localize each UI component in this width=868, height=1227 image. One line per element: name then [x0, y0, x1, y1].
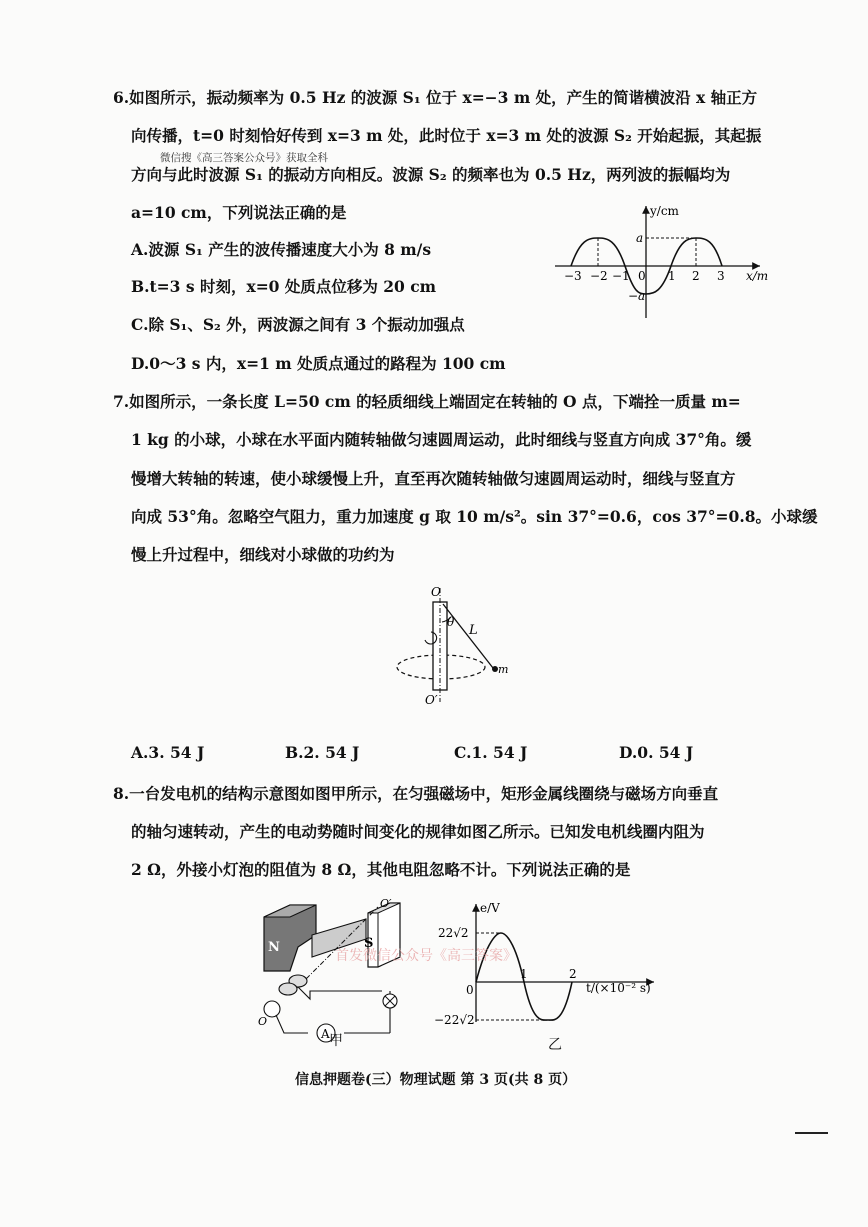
q8-watermark: 首发微信公众号《高三答案》: [335, 948, 517, 964]
label-o: O: [258, 1015, 268, 1028]
q7-option-a: A.3. 54 J: [131, 743, 205, 762]
x-axis-label: x/m: [746, 269, 769, 283]
tick-label: −3: [564, 269, 582, 283]
margin-line: [795, 1132, 828, 1134]
label-o: O: [431, 585, 441, 599]
t-tick-1: 1: [520, 967, 528, 981]
q7-line-2: 1 kg 的小球，小球在水平面内随转轴做匀速圆周运动，此时细线与竖直方向成 37°角。缓: [131, 430, 752, 449]
q6-line-4: a=10 cm，下列说法正确的是: [131, 203, 347, 222]
generator-figure: [250, 895, 440, 1055]
q6-option-c: C.除 S₁、S₂ 外，两波源之间有 3 个振动加强点: [131, 315, 465, 334]
amp-pos-label: a: [636, 231, 644, 245]
t-tick-2: 2: [569, 967, 577, 981]
q6-option-a: A.波源 S₁ 产生的波传播速度大小为 8 m/s: [131, 240, 432, 259]
label-theta: θ: [447, 615, 455, 629]
emf-min-label: −22√2: [434, 1013, 475, 1027]
q8-line-2: 的轴匀速转动，产生的电动势随时间变化的规律如图乙所示。已知发电机线圈内阻为: [131, 822, 705, 841]
emf-max-label: 22√2: [438, 926, 469, 940]
q6-option-d: D.0～3 s 内，x=1 m 处质点通过的路程为 100 cm: [131, 354, 506, 373]
q7-option-b: B.2. 54 J: [285, 743, 360, 762]
q7-line-4: 向成 53°角。忽略空气阻力，重力加速度 g 取 10 m/s²。sin 37°=0.6，cos 37°=0.8。小球缓: [131, 507, 818, 526]
q7-line-1: 7.如图所示，一条长度 L=50 cm 的轻质细线上端固定在转轴的 O 点，下端拴一质量 m=: [113, 392, 741, 411]
label-m: m: [498, 663, 509, 676]
tick-label: 1: [668, 269, 676, 283]
q6-watermark: 微信搜《高三答案公众号》获取全科: [160, 152, 328, 164]
tick-label: 2: [692, 269, 700, 283]
t-axis-label: t/(×10⁻² s): [586, 981, 651, 995]
tick-label: 3: [717, 269, 725, 283]
q8-line-1: 8.一台发电机的结构示意图如图甲所示，在匀强磁场中，矩形金属线圈绕与磁场方向垂直: [113, 784, 719, 803]
q6-line-3: 方向与此时波源 S₁ 的振动方向相反。波源 S₂ 的频率也为 0.5 Hz，两列波的振幅均为: [131, 165, 731, 184]
q6-line-2: 向传播，t=0 时刻恰好传到 x=3 m 处，此时位于 x=3 m 处的波源 S₂ 开始起振，其起振: [131, 126, 762, 145]
label-l: L: [469, 623, 478, 638]
label-s: S: [364, 936, 374, 951]
q7-pendulum-figure: [385, 580, 525, 715]
q7-line-5: 慢上升过程中，细线对小球做的功约为: [131, 545, 395, 564]
ammeter-label: A: [321, 1027, 330, 1041]
q7-option-c: C.1. 54 J: [454, 743, 528, 762]
y-axis-label: y/cm: [650, 204, 679, 218]
emf-graph: [432, 900, 662, 1030]
q7-option-d: D.0. 54 J: [619, 743, 694, 762]
q8-line-3: 2 Ω，外接小灯泡的阻值为 8 Ω，其他电阻忽略不计。下列说法正确的是: [131, 860, 631, 879]
label-n: N: [268, 940, 280, 955]
page-footer: 信息押题卷(三）物理试题 第 3 页(共 8 页）: [295, 1072, 577, 1088]
caption-yi: 乙: [548, 1037, 562, 1053]
origin-label: 0: [638, 269, 646, 283]
tick-label: −1: [612, 269, 630, 283]
q7-line-3: 慢增大转轴的转速，使小球缓慢上升，直至再次随转轴做匀速圆周运动时，细线与竖直方: [131, 469, 736, 488]
q6-option-b: B.t=3 s 时刻，x=0 处质点位移为 20 cm: [131, 277, 437, 296]
tick-label: −2: [590, 269, 608, 283]
origin-label: 0: [466, 983, 474, 997]
e-axis-label: e/V: [480, 901, 500, 915]
label-o-prime: O′: [380, 897, 392, 910]
string: [443, 604, 493, 668]
caption-jia: 甲: [329, 1033, 343, 1049]
amp-neg-label: −a: [628, 289, 646, 303]
label-o-prime: O′: [425, 693, 438, 707]
q6-wave-graph: [550, 200, 770, 325]
q6-line-1: 6.如图所示，振动频率为 0.5 Hz 的波源 S₁ 位于 x=−3 m 处，产生的简谐横波沿 x 轴正方: [113, 88, 758, 107]
